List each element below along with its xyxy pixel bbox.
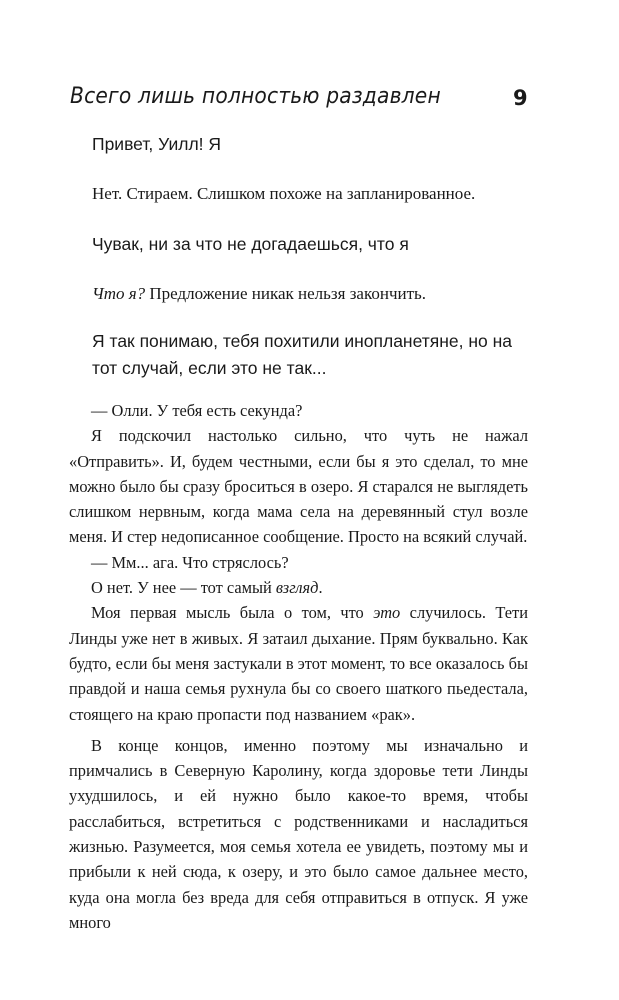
paragraph-5	[69, 600, 528, 726]
body-text	[69, 398, 528, 935]
draft-message-1: Привет, Уилл! Я	[92, 134, 222, 154]
paragraph-dialogue-2: — Мм... ага. Что стряслось?	[91, 552, 289, 572]
paragraph-2: Я подскочил настолько сильно, что чуть не нажал «Отправить». И, будем честными, если бы я это сделал, то мне можно было бы сразу броситься в озеро. Я старался не выглядеть слишком нервным, когда мама села на деревянный стул возле меня. И стер недописанное сообщение. Просто на всякий случай.	[69, 426, 528, 547]
paragraph-4-text: О нет. У нее — тот самый	[91, 578, 276, 598]
paragraph-dialogue-1: — Олли. У тебя есть секунда?	[91, 401, 303, 420]
narration-text: Предложение никак нельзя закончить.	[145, 284, 427, 303]
italic-phrase: Что я?	[92, 284, 146, 303]
running-title: Всего лишь полностью раздавлен	[70, 84, 441, 109]
narration-line-1: Нет. Стираем. Слишком похоже на запланированное.	[92, 184, 476, 203]
paragraph-5-italic: это	[373, 603, 401, 623]
paragraph-4-end: .	[318, 578, 323, 598]
draft-message-3-line-1: Я так понимаю, тебя похитили инопланетяне, но на	[92, 331, 513, 351]
paragraph-6: В конце концов, именно поэтому мы изначально и примчались в Северную Каролину, когда здоровье тети Линды ухудшилось, и ей нужно было какое-то время, чтобы расслабиться, встретиться с родственниками и насладиться жизнью. Разумеется, моя семья хотела ее увидеть, поэтому мы и прибыли к ней сюда, к озеру, и это было самое дальнее место, куда она могла без вреда для себя отправиться в отпуск. Я уже много	[69, 735, 528, 932]
paragraph-5-text: Моя первая мысль была о том, что	[91, 603, 374, 623]
narration-line-2	[92, 281, 532, 307]
paragraph-4-italic: взгляд	[275, 578, 319, 598]
paragraph-5-rest: случилось. Тети Линды уже нет в живых. Я затаил дыхание. Прям буквально. Как будто, если бы меня застукали в этот момент, то все оказалось бы правдой и наша семья рухнула бы со своего шаткого пьедестала, стоящего на краю пропасти под названием «рак».	[69, 603, 528, 724]
page-number: 9	[513, 86, 528, 110]
paragraph-4	[69, 575, 528, 600]
draft-message-2: Чувак, ни за что не догадаешься, что я	[92, 234, 409, 254]
draft-message-3-line-2: тот случай, если это не так...	[92, 358, 327, 378]
